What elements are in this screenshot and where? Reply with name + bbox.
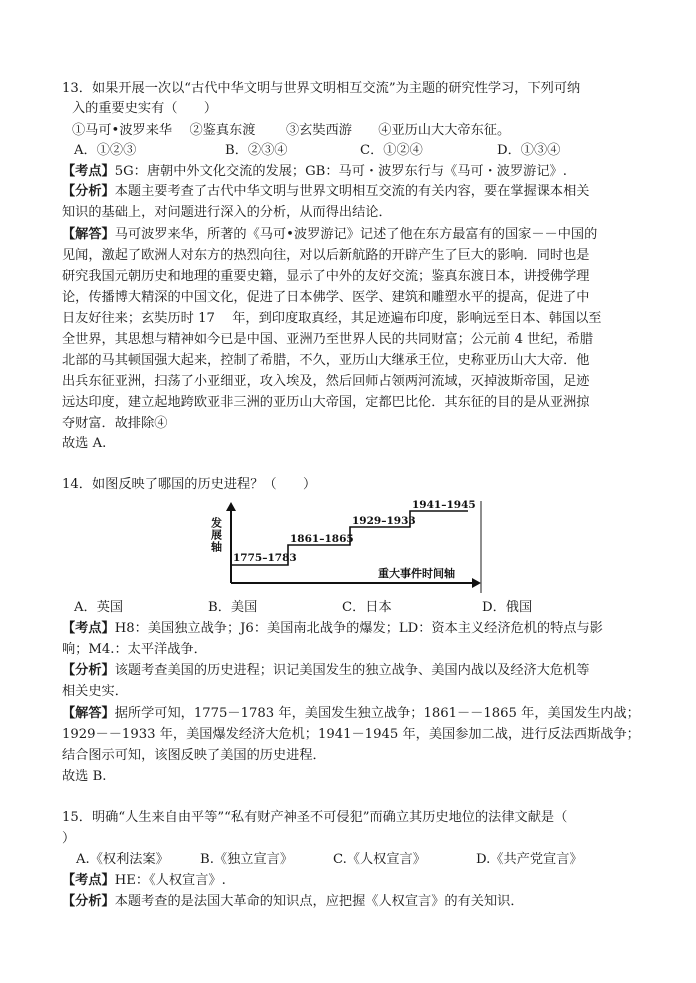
jieda-text: 马可波罗来华，所著的《马可•波罗游记》记述了他在东方最富有的国家－－中国的 (114, 227, 598, 242)
q14-kaodian-line-2: 响；M4.：太平洋战争． (62, 642, 207, 657)
q13-option-c: C．①②④ (360, 143, 423, 158)
q13-jieda (62, 225, 597, 245)
q14-option-c: C．日本 (342, 600, 392, 615)
q15-kaodian (62, 871, 226, 891)
q13-jieda-line-10: 夺财富．故排除④ (62, 416, 168, 431)
y-axis-label: 发展轴 (209, 517, 223, 553)
jieda-label: 【解答】 (62, 706, 115, 721)
y-axis-arrow (226, 502, 236, 511)
kaodian-label: 【考点】 (62, 164, 115, 179)
q14-answer: 故选 B. (62, 769, 107, 784)
q14-history-chart (209, 499, 484, 597)
q14-jieda-line-2: 1929－－1933 年，美国爆发经济大危机；1941－1945 年，美国参加二战，进行反法西斯战争； (62, 727, 640, 742)
kaodian-text: 5G：唐朝中外文化交流的发展；GB：马可・波罗东行与《马可・波罗游记》. (114, 164, 567, 179)
q14-option-d: D．俄国 (482, 600, 533, 615)
q13-option-a: A．①②③ (74, 143, 137, 158)
x-axis-label: 重大事件时间轴 (378, 567, 455, 580)
kaodian-text: H8：美国独立战争；J6：美国南北战争的爆发；LD：资本主义经济危机的特点与影 (114, 621, 603, 636)
q14-fenxi-line-2: 相关史实． (62, 684, 128, 699)
step-label-1929: 1929–1933 (352, 515, 416, 527)
q14-kaodian (62, 619, 603, 639)
q14-option-b: B．美国 (208, 600, 258, 615)
q13-stem-line-1: 13．如果开展一次以“古代中华文明与世界文明相互交流”为主题的研究性学习，下列可纳 (62, 81, 581, 96)
q15-fenxi (62, 892, 524, 912)
x-axis-arrow (472, 578, 481, 588)
q14-fenxi (62, 661, 590, 681)
q13-fenxi-line-2: 知识的基础上，对问题进行深入的分析，从而得出结论． (62, 205, 392, 220)
q15-stem-line-2: ） (62, 831, 76, 846)
q15-option-a: A.《权利法案》 (76, 852, 169, 867)
kaodian-label: 【考点】 (62, 873, 115, 888)
q13-option-d: D．①③④ (497, 143, 561, 158)
q13-jieda-line-2: 见闻，激起了欧洲人对东方的热烈向往，对以后新航路的开辟产生了巨大的影响．同时也是 (62, 248, 590, 263)
q14-jieda-line-3: 结合图示可知，该图反映了美国的历史进程． (62, 748, 326, 763)
jieda-label: 【解答】 (62, 227, 115, 242)
kaodian-text: HE：《人权宣言》. (114, 873, 226, 888)
fenxi-label: 【分析】 (62, 184, 115, 199)
jieda-text: 据所学可知，1775－1783 年，美国发生独立战争；1861－－1865 年，美国发生内战； (114, 706, 640, 721)
q13-jieda-line-5: 日友好往来；玄奘历时 17 年，到印度取真经，其足迹遍布印度，影响远至日本、韩国以至 (62, 311, 602, 326)
fenxi-label: 【分析】 (62, 663, 115, 678)
fenxi-text: 该题考查美国的历史进程；识记美国发生的独立战争、美国内战以及经济大危机等 (114, 663, 590, 678)
q15-option-b: B.《独立宣言》 (200, 852, 294, 867)
q14-option-a: A．英国 (74, 600, 124, 615)
q13-fenxi (62, 182, 590, 202)
q13-jieda-line-8: 出兵东征亚洲，扫荡了小亚细亚，攻入埃及，然后回师占领两河流域，灭掉波斯帝国，足迹 (62, 374, 590, 389)
fenxi-text: 本题主要考查了古代中华文明与世界文明相互交流的有关内容，要在掌握课本相关 (114, 184, 590, 199)
q15-option-c: C.《人权宣言》 (333, 852, 426, 867)
q13-option-b: B．②③④ (225, 143, 288, 158)
q15-option-d: D.《共产党宣言》 (476, 852, 583, 867)
step-label-1775: 1775–1783 (233, 552, 297, 564)
fenxi-label: 【分析】 (62, 894, 115, 909)
q13-answer: 故选 A. (62, 436, 107, 451)
q14-stem: 14．如图反映了哪国的历史进程？（ ） (62, 477, 317, 492)
q13-jieda-line-7: 北部的马其顿国强大起来，控制了希腊，不久，亚历山大继承王位，史称亚历山大大帝．他 (62, 353, 590, 368)
fenxi-text: 本题考查的是法国大革命的知识点，应把握《人权宣言》的有关知识． (114, 894, 524, 909)
q13-items: ①马可•波罗来华 ②鉴真东渡 ③玄奘西游 ④亚历山大大帝东征。 (72, 123, 511, 138)
q13-jieda-line-3: 研究我国元朝历史和地理的重要史籍，显示了中外的友好交流；鉴真东渡日本，讲授佛学理 (62, 269, 590, 284)
q14-jieda (62, 704, 640, 724)
step-label-1861: 1861–1865 (290, 533, 354, 545)
q13-kaodian (62, 162, 567, 182)
step-label-1941: 1941–1945 (412, 499, 476, 511)
kaodian-label: 【考点】 (62, 621, 115, 636)
q13-jieda-line-4: 论，传播博大精深的中国文化，促进了日本佛学、医学、建筑和雕塑水平的提高，促进了中 (62, 290, 590, 305)
q15-stem-line-1: 15．明确“人生来自由平等”“私有财产神圣不可侵犯”而确立其历史地位的法律文献是（ (62, 810, 568, 825)
q13-jieda-line-6: 全世界，其思想与精神如今已是中国、亚洲乃至世界人民的共同财富；公元前 4 世纪，希腊 (62, 332, 594, 347)
q13-jieda-line-9: 远达印度，建立起地跨欧亚非三洲的亚历山大帝国，定都巴比伦．其东征的目的是从亚洲掠 (62, 395, 590, 410)
q13-stem-line-2: 入的重要史实有（ ） (72, 101, 218, 116)
